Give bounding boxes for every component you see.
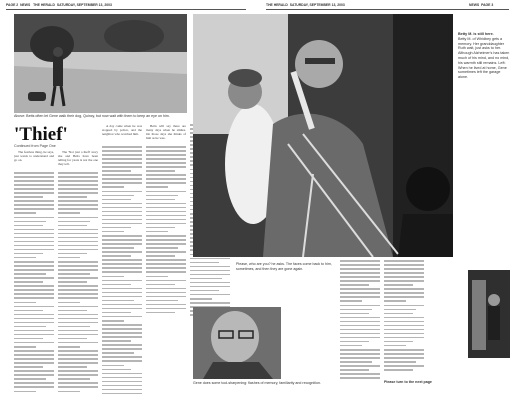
photo-elderly-man (193, 307, 281, 379)
mid-caption: Please, who are you? he asks. The faces come back to him, sometimes, and then they are gone again. (236, 262, 332, 271)
side-caption-body: Betty M. of Whidbey gets a memory. Her granddaughter Ruth wait, just asks to her. Although Alzheimer's has taken much of his mind, and no mind, his warmth still remains. Left: When he lived at home, Gene sometimes left the garage alone. (458, 36, 510, 80)
article-column-1-lead (14, 150, 54, 170)
article-column-7 (384, 260, 424, 380)
photo-man-walking-dog (14, 14, 187, 113)
article-column-3 (102, 146, 142, 396)
doorway-illustration (468, 270, 510, 358)
right-page-number: PAGE 3 (481, 3, 494, 7)
article-column-2 (58, 172, 98, 396)
left-header-rule (6, 9, 246, 10)
right-section: NEWS (469, 3, 480, 7)
walking-scene-illustration (14, 14, 187, 113)
article-paragraph: A day came when he was stopped by police, and the neighbor who watched him. (102, 124, 142, 137)
right-header-rule (266, 9, 509, 10)
right-date: SATURDAY, SEPTEMBER 13, 2003 (289, 3, 345, 7)
continued-line: Please turn to the next page (384, 380, 432, 384)
article-column-6 (340, 260, 380, 380)
article-column-2-lead (58, 150, 98, 170)
side-caption-names: Betty M. is still here. (458, 32, 494, 36)
article-paragraph: The fearless thing, he says, just wants to understand and go on. (14, 150, 54, 163)
subhead: Continued from Page One (14, 144, 56, 148)
right-masthead: THE HERALD (266, 3, 288, 7)
top-left-caption: Above: Betts often let Gene walk their dog, Quincy, but now wait with them to keep an eye on him. (14, 114, 170, 118)
right-page-number-block (469, 3, 493, 7)
elderly-man-illustration (193, 307, 281, 379)
side-caption (458, 32, 511, 80)
left-masthead: THE HERALD (33, 3, 55, 7)
article-column-4-lead (146, 124, 186, 144)
bottom-caption: Gene does some tool-sharpening: flashes of memory, familiarity and recognition. (193, 381, 321, 385)
article-column-3-lead (102, 124, 142, 144)
right-page-header (266, 3, 345, 7)
left-page-number: PAGE 2 (6, 3, 19, 7)
clarinet-scene-illustration (193, 14, 453, 257)
article-column-4 (146, 146, 186, 324)
left-section: NEWS (20, 3, 31, 7)
left-date: SATURDAY, SEPTEMBER 13, 2003 (56, 3, 112, 7)
photo-man-in-doorway (468, 270, 510, 358)
article-column-1 (14, 172, 54, 396)
left-page-header (6, 3, 112, 7)
photo-man-playing-clarinet (193, 14, 453, 257)
headline: 'Thief' (14, 124, 68, 145)
article-paragraph: The 'Not just a theft' story she and Betts have been telling for years is not the one they tell. (58, 150, 98, 167)
article-paragraph: Betts will say there are many days when he smiles. On those days she thinks of him as he was. (146, 124, 186, 141)
